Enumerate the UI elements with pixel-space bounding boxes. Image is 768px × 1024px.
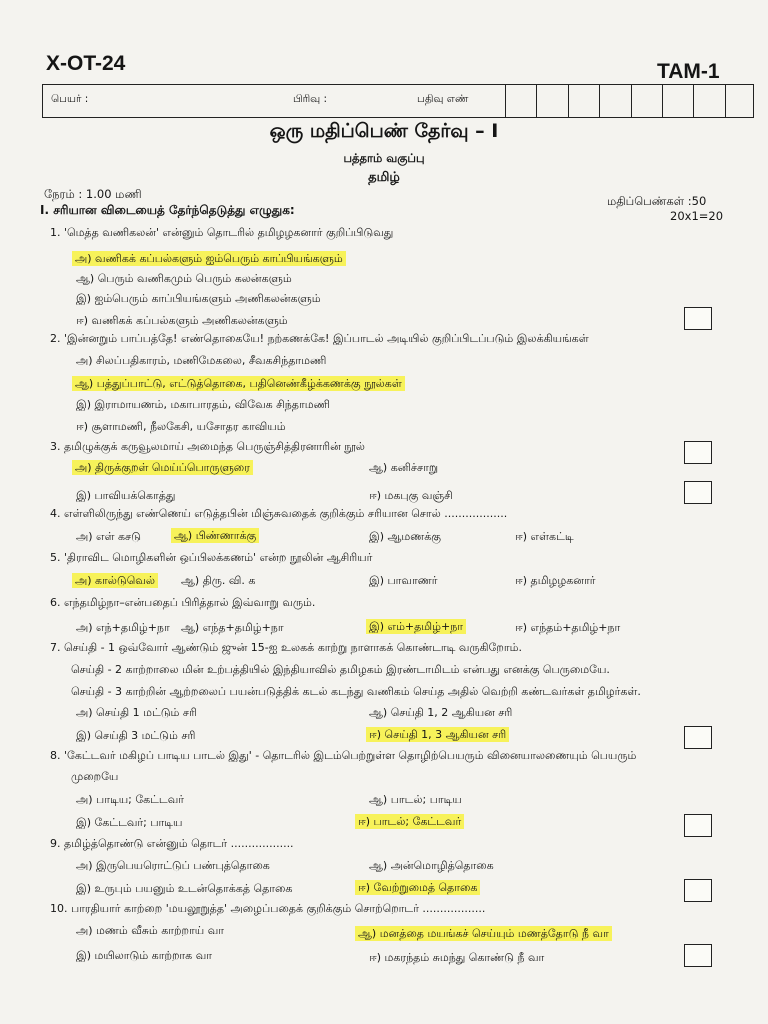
option-label: அ) பாடிய; கேட்டவர்	[76, 793, 184, 806]
section-title: I. சரியான விடையைத் தேர்ந்தெடுத்து எழுதுக:	[40, 203, 295, 217]
regno-boxes	[505, 84, 756, 118]
question-7-option-2	[369, 706, 512, 721]
question-9-option-3	[76, 882, 292, 897]
option-label: ஆ) செய்தி 1, 2 ஆகியன சரி	[369, 706, 513, 719]
time-label: நேரம் : 1.00 மணி	[44, 187, 142, 201]
question-7-text: 7. செய்தி - 1 ஒவ்வோர் ஆண்டும் ஜுன் 15-ஐ உலகக் காற்று நாளாகக் கொண்டாடி வருகிறோம்.	[50, 641, 522, 654]
answer-box[interactable]	[684, 726, 712, 749]
answer-box[interactable]	[684, 814, 712, 837]
option-label: ஈ) வணிகக் கப்பல்களும் அணிகலன்களும்	[76, 314, 288, 327]
question-7-line-2: செய்தி - 2 காற்றாலை மின் உற்பத்தியில் இந்தியாவில் தமிழகம் இரண்டாமிடம் என்பது எனக்கு பெருமையே.	[71, 663, 610, 676]
question-8-line-2: முறையே	[71, 770, 119, 783]
option-label: ஆ) திரு. வி. க	[181, 574, 256, 587]
question-8-option-1	[76, 793, 184, 808]
question-7-line-3: செய்தி - 3 காற்றின் ஆற்றலைப் பயன்படுத்திக் கடல் கடந்து வணிகம் செய்த அதில் வெற்றி கண்டவர்கள் தமிழர்கள்.	[71, 685, 641, 698]
question-10-option-3	[76, 949, 212, 964]
regno-box[interactable]	[725, 84, 756, 118]
regno-box[interactable]	[599, 84, 630, 118]
option-label: இ) இராமாயணம், மகாபாரதம், விவேக சிந்தாமணி	[76, 398, 330, 411]
option-label: இ) பாவாணர்	[369, 574, 438, 587]
option-label: அ) சிலப்பதிகாரம், மணிமேகலை, சீவகசிந்தாமணி	[76, 354, 327, 367]
question-8-option-3	[76, 816, 182, 831]
name-label: பெயர் :	[51, 93, 89, 105]
question-1-text: 1. 'மெத்த வணிகலன்' என்னும் தொடரில் தமிழழகனார் குறிப்பிடுவது	[50, 226, 394, 239]
question-6-option-3	[366, 620, 466, 635]
option-label: இ) உருபும் பயனும் உடன்தொக்கத் தொகை	[76, 882, 293, 895]
question-3-option-1	[72, 461, 253, 476]
highlighted-answer: ஈ) செய்தி 1, 3 ஆகியன சரி	[366, 727, 509, 742]
question-3-option-2	[369, 461, 438, 476]
option-label: இ) செய்தி 3 மட்டும் சரி	[76, 729, 196, 742]
question-9-option-4	[355, 881, 480, 896]
question-2-option-4	[76, 420, 286, 435]
option-label: ஆ) பெரும் வணிகமும் பெரும் கலன்களும்	[76, 272, 292, 285]
question-6-option-1	[76, 621, 170, 636]
question-3-option-3	[76, 489, 175, 504]
regno-box[interactable]	[536, 84, 567, 118]
regno-label: பதிவு எண்	[417, 93, 469, 105]
option-label: அ) செய்தி 1 மட்டும் சரி	[76, 706, 197, 719]
highlighted-answer: ஆ) பத்துப்பாட்டு, எட்டுத்தொகை, பதினெண்கீழ்க்கணக்கு நூல்கள்	[72, 376, 405, 391]
question-4-option-2	[171, 529, 259, 544]
regno-box[interactable]	[693, 84, 724, 118]
class-label: பத்தாம் வகுப்பு	[343, 151, 425, 165]
answer-box[interactable]	[684, 307, 712, 330]
option-label: ஆ) கனிச்சாறு	[369, 461, 439, 474]
answer-box[interactable]	[684, 879, 712, 902]
question-10-text: 10. பாரதியார் காற்றை 'மயலூறுத்த' அழைப்பதைக் குறிக்கும் சொற்றொடர் ..................	[50, 902, 486, 915]
question-10-option-2	[355, 927, 612, 942]
highlighted-answer: ஈ) வேற்றுமைத் தொகை	[355, 880, 480, 895]
exam-title: ஒரு மதிப்பெண் தேர்வு – I	[269, 120, 499, 142]
question-2-option-1	[76, 354, 326, 369]
question-7-option-1	[76, 706, 197, 721]
question-3-option-4	[369, 489, 453, 504]
answer-box[interactable]	[684, 441, 712, 464]
question-9-option-2	[369, 859, 494, 874]
question-2-option-2	[72, 377, 405, 392]
highlighted-answer: ஈ) பாடல்; கேட்டவர்	[355, 814, 464, 829]
highlighted-answer: ஆ) மனத்தை மயங்கச் செய்யும் மணத்தோடு நீ வா	[355, 926, 612, 941]
question-5-text: 5. 'திராவிட மொழிகளின் ஒப்பிலக்கணம்' என்ற நூலின் ஆசிரியர்	[50, 551, 373, 564]
option-label: இ) பாவியக்கொத்து	[76, 489, 176, 502]
option-label: ஈ) எள்கட்டி	[515, 530, 574, 543]
answer-box[interactable]	[684, 481, 712, 504]
option-label: ஆ) எந்த+தமிழ்+நா	[181, 621, 284, 634]
question-9-text: 9. தமிழ்த்தொண்டு என்னும் தொடர் ..................	[50, 837, 294, 850]
answer-box[interactable]	[684, 944, 712, 967]
regno-box[interactable]	[662, 84, 693, 118]
question-4-option-1	[76, 530, 141, 545]
question-1-option-2	[76, 272, 292, 287]
option-label: ஈ) மகபுகு வஞ்சி	[369, 489, 453, 502]
exam-code: X-OT-24	[46, 52, 126, 75]
option-label: ஈ) மகரந்தம் சுமந்து கொண்டு நீ வா	[369, 951, 545, 964]
option-label: ஈ) சூளாமணி, நீலகேசி, யசோதர காவியம்	[76, 420, 286, 433]
option-label: ஈ) எந்தம்+தமிழ்+நா	[515, 621, 621, 634]
question-7-option-3	[76, 729, 195, 744]
question-4-text: 4. எள்ளிலிருந்து எண்ணெய் எடுத்தபின் மிஞ்சுவதைக் குறிக்கும் சரியான சொல் ..................	[50, 507, 508, 520]
option-label: ஆ) அன்மொழித்தொகை	[369, 859, 494, 872]
student-info-bar	[42, 84, 754, 118]
question-4-option-3	[369, 530, 441, 545]
question-1-option-1	[72, 252, 346, 267]
highlighted-answer: இ) எம்+தமிழ்+நா	[366, 619, 466, 634]
option-label: இ) மயிலாடும் காற்றாக வா	[76, 949, 212, 962]
section-marks: 20x1=20	[670, 209, 724, 223]
question-1-option-3	[76, 292, 321, 307]
question-8-option-4	[355, 815, 464, 830]
regno-box[interactable]	[568, 84, 599, 118]
marks-label: மதிப்பெண்கள் :50	[607, 194, 707, 208]
question-10-option-4	[369, 951, 544, 966]
question-5-option-2	[181, 574, 255, 589]
question-2-option-3	[76, 398, 330, 413]
question-8-option-2	[369, 793, 462, 808]
question-5-option-4	[515, 574, 595, 589]
question-8-text: 8. 'கேட்டவர் மகிழப் பாடிய பாடல் இது' - தொடரில் இடம்பெற்றுள்ள தொழிற்பெயரும் வினையாலணையும் பெயரும்	[50, 749, 637, 762]
highlighted-answer: அ) திருக்குறள் மெய்ப்பொருளுரை	[72, 460, 253, 475]
option-label: அ) இருபெயரொட்டுப் பண்புத்தொகை	[76, 859, 270, 872]
highlighted-answer: ஆ) பிண்ணாக்கு	[171, 528, 259, 543]
option-label: அ) எள் கசடு	[76, 530, 141, 543]
question-4-option-4	[515, 530, 574, 545]
option-label: இ) கேட்டவர்; பாடிய	[76, 816, 183, 829]
option-label: இ) ஐம்பெரும் காப்பியங்களும் அணிகலன்களும்	[76, 292, 321, 305]
section-label: பிரிவு :	[293, 93, 328, 105]
option-label: அ) மணம் வீசும் காற்றாய் வா	[76, 924, 224, 937]
question-7-option-4	[366, 728, 509, 743]
question-6-option-4	[515, 621, 620, 636]
question-9-option-1	[76, 859, 270, 874]
highlighted-answer: அ) வணிகக் கப்பல்களும் ஐம்பெரும் காப்பியங்களும்	[72, 251, 346, 266]
subject-code: TAM-1	[657, 60, 720, 83]
option-label: ஈ) தமிழழகனார்	[515, 574, 596, 587]
regno-box[interactable]	[631, 84, 662, 118]
regno-box[interactable]	[505, 84, 536, 118]
question-10-option-1	[76, 924, 224, 939]
question-6-option-2	[181, 621, 284, 636]
highlighted-answer: அ) கால்டுவெல்	[72, 573, 158, 588]
option-label: ஆ) பாடல்; பாடிய	[369, 793, 462, 806]
option-label: அ) எந்+தமிழ்+நா	[76, 621, 170, 634]
question-6-text: 6. எந்தமிழ்நா–என்பதைப் பிரித்தால் இவ்வாறு வரும்.	[50, 596, 316, 609]
subject-label: தமிழ்	[368, 170, 400, 185]
question-2-text: 2. 'இன்னறும் பாப்பத்தே! எண்தொகையே! நற்கணக்கே! இப்பாடல் அடியில் குறிப்பிடப்படும் இலக்கியங்கள்	[50, 332, 589, 345]
question-5-option-1	[72, 574, 158, 589]
option-label: இ) ஆமணக்கு	[369, 530, 441, 543]
question-3-text: 3. தமிழுக்குக் கருவூலமாய் அமைந்த பெருஞ்சித்திரனாரின் நூல்	[50, 440, 365, 453]
question-5-option-3	[369, 574, 437, 589]
question-1-option-4	[76, 314, 288, 329]
